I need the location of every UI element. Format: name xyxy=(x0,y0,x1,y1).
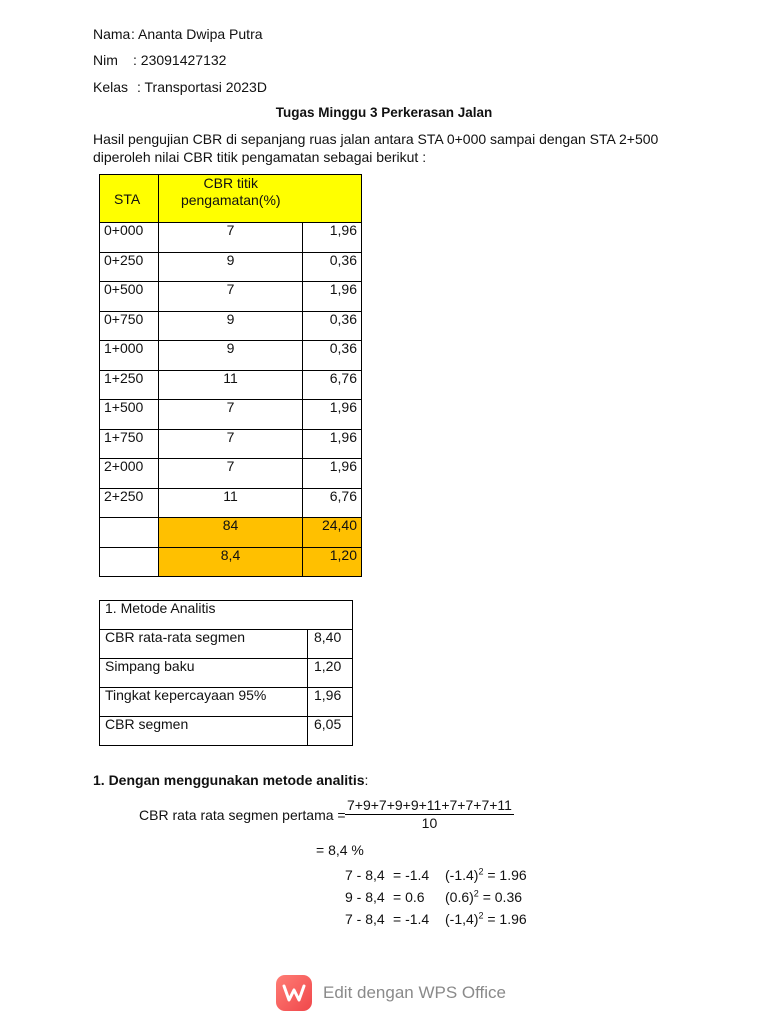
dev-cell: 0,36 xyxy=(303,252,362,282)
table-row xyxy=(100,223,362,253)
deviation-result: = -1.4 xyxy=(393,867,430,883)
mean-fraction xyxy=(345,797,514,832)
cbr-cell: 7 xyxy=(159,223,303,253)
summary-value: 1,96 xyxy=(308,688,353,717)
intro-line-1: Hasil pengujian CBR di sepanjang ruas jalan antara STA 0+000 sampai dengan STA 2+500 xyxy=(93,131,659,147)
deviation-expression: 7 - 8,4 xyxy=(345,911,385,927)
header-sta: STA xyxy=(114,191,141,207)
total-dev-cell: 24,40 xyxy=(303,518,362,548)
table-row xyxy=(100,488,362,518)
table-row xyxy=(100,630,353,659)
header-sta-cell xyxy=(100,175,159,223)
square-base: (-1.4) xyxy=(445,867,479,883)
cbr-cell: 7 xyxy=(159,459,303,489)
calculation-heading-colon: : xyxy=(364,772,369,788)
cbr-data-table xyxy=(99,174,362,577)
cbr-cell: 11 xyxy=(159,370,303,400)
cbr-cell: 9 xyxy=(159,341,303,371)
cbr-cell: 9 xyxy=(159,252,303,282)
wps-w-glyph-icon xyxy=(282,982,306,1004)
summary-value: 8,40 xyxy=(308,630,353,659)
dev-cell: 1,96 xyxy=(303,223,362,253)
intro-line-2: diperoleh nilai CBR titik pengamatan sebagai berikut : xyxy=(93,149,427,165)
dev-cell: 0,36 xyxy=(303,311,362,341)
calculation-heading-text: 1. Dengan menggunakan metode analitis xyxy=(93,772,365,788)
dev-cell: 1,96 xyxy=(303,459,362,489)
average-row xyxy=(100,547,362,577)
square-base: (-1,4) xyxy=(445,911,479,927)
header-cbr-cell xyxy=(159,175,303,223)
deviation-expression: 9 - 8,4 xyxy=(345,889,385,905)
square-exponent: 2 xyxy=(478,866,484,877)
square-exponent: 2 xyxy=(478,910,484,921)
nim-value: : 23091427132 xyxy=(133,52,227,68)
deviation-result: = 0.6 xyxy=(393,889,425,905)
mean-formula-label: CBR rata rata segmen pertama = xyxy=(139,807,346,823)
total-sta-cell xyxy=(100,518,159,548)
average-sta-cell xyxy=(100,547,159,577)
sta-cell: 2+250 xyxy=(100,488,159,518)
summary-label: Simpang baku xyxy=(100,659,308,688)
header-cbr-line1: CBR titik xyxy=(203,175,258,191)
fraction-denominator: 10 xyxy=(421,815,438,831)
sta-cell: 1+750 xyxy=(100,429,159,459)
square-result: = 1.96 xyxy=(487,867,527,883)
summary-value: 6,05 xyxy=(308,717,353,746)
sta-cell: 1+500 xyxy=(100,400,159,430)
student-nim xyxy=(93,51,226,69)
cbr-cell: 9 xyxy=(159,311,303,341)
summary-title: 1. Metode Analitis xyxy=(100,601,353,630)
dev-cell: 1,96 xyxy=(303,400,362,430)
nim-label: Nim xyxy=(93,52,118,68)
sta-cell: 0+250 xyxy=(100,252,159,282)
deviation-expression: 7 - 8,4 xyxy=(345,867,385,883)
summary-value: 1,20 xyxy=(308,659,353,688)
dev-cell: 0,36 xyxy=(303,341,362,371)
square-result: = 0.36 xyxy=(482,889,523,905)
deviation-result: = -1.4 xyxy=(393,911,430,927)
mean-result: = 8,4 % xyxy=(316,842,364,858)
summary-label: Tingkat kepercayaan 95% xyxy=(100,688,308,717)
dev-cell: 6,76 xyxy=(303,370,362,400)
table-row xyxy=(100,688,353,717)
summary-label: CBR rata-rata segmen xyxy=(100,630,308,659)
sta-cell: 0+750 xyxy=(100,311,159,341)
wps-edit-text[interactable]: Edit dengan WPS Office xyxy=(323,983,507,1002)
name-label: Nama xyxy=(93,26,131,42)
header-dev-cell xyxy=(303,175,362,223)
sta-cell: 1+250 xyxy=(100,370,159,400)
document-title: Tugas Minggu 3 Perkerasan Jalan xyxy=(275,105,493,120)
table-row xyxy=(100,370,362,400)
summary-label: CBR segmen xyxy=(100,717,308,746)
name-value: : Ananta Dwipa Putra xyxy=(131,26,263,42)
total-cbr-cell: 84 xyxy=(159,518,303,548)
total-row xyxy=(100,518,362,548)
table-row xyxy=(100,282,362,312)
sta-cell: 1+000 xyxy=(100,341,159,371)
dev-cell: 6,76 xyxy=(303,488,362,518)
cbr-cell: 7 xyxy=(159,400,303,430)
summary-title-row xyxy=(100,601,353,630)
table-row xyxy=(100,311,362,341)
calculation-heading xyxy=(93,771,368,789)
sta-cell: 0+000 xyxy=(100,223,159,253)
class-label: Kelas xyxy=(93,79,129,95)
deviation-square xyxy=(445,910,527,928)
fraction-numerator: 7+9+7+9+9+11+7+7+7+11 xyxy=(347,797,512,813)
deviation-square xyxy=(445,888,522,906)
table-row xyxy=(100,429,362,459)
cbr-table-header-row xyxy=(100,175,362,223)
table-row xyxy=(100,717,353,746)
analytic-summary-table xyxy=(99,600,353,746)
average-cbr-cell: 8,4 xyxy=(159,547,303,577)
cbr-cell: 7 xyxy=(159,429,303,459)
cbr-cell: 7 xyxy=(159,282,303,312)
table-row xyxy=(100,459,362,489)
square-exponent: 2 xyxy=(473,888,479,899)
class-value: : Transportasi 2023D xyxy=(137,79,267,95)
average-dev-cell: 1,20 xyxy=(303,547,362,577)
table-row xyxy=(100,341,362,371)
table-row xyxy=(100,252,362,282)
wps-logo-icon[interactable] xyxy=(276,975,312,1011)
table-row xyxy=(100,400,362,430)
cbr-cell: 11 xyxy=(159,488,303,518)
header-cbr-line2: pengamatan(%) xyxy=(180,192,281,208)
square-base: (0.6) xyxy=(445,889,474,905)
deviation-square xyxy=(445,866,527,884)
table-row xyxy=(100,659,353,688)
student-class xyxy=(93,78,267,96)
sta-cell: 0+500 xyxy=(100,282,159,312)
dev-cell: 1,96 xyxy=(303,429,362,459)
dev-cell: 1,96 xyxy=(303,282,362,312)
sta-cell: 2+000 xyxy=(100,459,159,489)
square-result: = 1.96 xyxy=(487,911,527,927)
student-name xyxy=(93,25,263,43)
